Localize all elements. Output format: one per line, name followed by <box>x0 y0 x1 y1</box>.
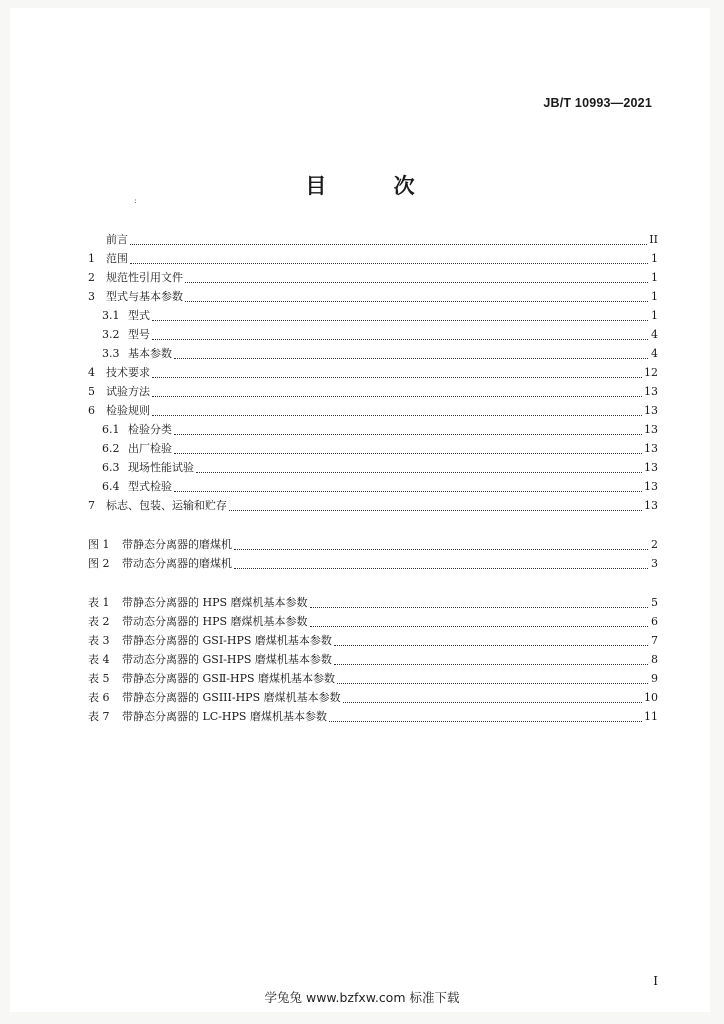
toc-entry-text: 带静态分离器的 HPS 磨煤机基本参数 <box>122 596 308 609</box>
toc-entry[interactable] <box>88 363 658 382</box>
document-page <box>10 8 710 1012</box>
toc-entry-number: 3.1 <box>102 309 120 322</box>
toc-entry-text: 检验分类 <box>128 423 172 436</box>
toc-entry-page: 7 <box>651 634 658 647</box>
toc-tables-list <box>88 593 658 726</box>
toc-entry-label <box>88 496 227 515</box>
toc-entry-text: 范围 <box>106 252 128 265</box>
watermark-text: 学兔兔 www.bzfxw.com 标准下载 <box>264 990 460 1005</box>
toc-entry[interactable] <box>88 268 658 287</box>
toc-leader-dots <box>174 433 642 435</box>
toc-entry-number: 5 <box>88 385 95 398</box>
page-number: I <box>653 974 658 988</box>
toc-entry-number: 3 <box>88 290 95 303</box>
toc-entry-text: 带动态分离器的 HPS 磨煤机基本参数 <box>122 615 308 628</box>
toc-entry-label <box>102 306 150 325</box>
toc-entry-page: 13 <box>644 461 658 474</box>
toc-entry[interactable] <box>88 631 658 650</box>
toc-entry-text: 型式 <box>128 309 150 322</box>
toc-entry-text: 带静态分离器的磨煤机 <box>122 538 232 551</box>
toc-entry-text: 带动态分离器的磨煤机 <box>122 557 232 570</box>
toc-entry-number: 2 <box>88 271 95 284</box>
toc-leader-dots <box>130 262 648 264</box>
toc-leader-dots <box>152 376 642 378</box>
toc-leader-dots <box>234 567 648 569</box>
toc-entry-page: 4 <box>651 347 658 360</box>
toc-entry-number: 3.3 <box>102 347 120 360</box>
toc-entry-text: 型式与基本参数 <box>106 290 183 303</box>
toc-main-list <box>88 230 658 515</box>
toc-entry-label <box>88 287 183 306</box>
toc-leader-dots <box>152 338 648 340</box>
toc-entry[interactable] <box>88 249 658 268</box>
toc-entry-text: 基本参数 <box>128 347 172 360</box>
toc-entry-text: 规范性引用文件 <box>106 271 183 284</box>
toc-entry-number: 6.4 <box>102 480 120 493</box>
toc-entry-text: 带动态分离器的 GSⅠ-HPS 磨煤机基本参数 <box>122 653 332 666</box>
toc-entry-label <box>102 458 194 477</box>
toc-entry-label <box>88 631 332 650</box>
toc-entry[interactable] <box>88 439 658 458</box>
toc-entry-page: 8 <box>651 653 658 666</box>
toc-entry-text: 带静态分离器的 LC-HPS 磨煤机基本参数 <box>122 710 327 723</box>
toc-entry[interactable] <box>88 496 658 515</box>
toc-entry-number: 表 7 <box>88 710 110 723</box>
toc-entry[interactable] <box>88 477 658 496</box>
toc-leader-dots <box>234 548 648 550</box>
toc-entry-label <box>88 669 335 688</box>
toc-entry[interactable] <box>88 535 658 554</box>
scan-mark: : <box>134 196 137 205</box>
toc-entry-number: 表 3 <box>88 634 110 647</box>
toc-leader-dots <box>334 644 648 646</box>
toc-entry-page: II <box>649 233 658 246</box>
toc-entry-text: 带静态分离器的 GSⅡ-HPS 磨煤机基本参数 <box>122 672 336 685</box>
toc-entry-number: 图 1 <box>88 538 110 551</box>
toc-entry-label <box>102 344 172 363</box>
toc-entry[interactable] <box>88 458 658 477</box>
toc-entry[interactable] <box>88 230 658 249</box>
toc-entry[interactable] <box>88 401 658 420</box>
toc-entry-number: 4 <box>88 366 95 379</box>
toc-leader-dots <box>334 663 648 665</box>
toc-entry-text: 出厂检验 <box>128 442 172 455</box>
toc-entry-text: 技术要求 <box>106 366 150 379</box>
toc-entry-number: 3.2 <box>102 328 120 341</box>
toc-entry-page: 3 <box>651 557 658 570</box>
toc-entry[interactable] <box>88 593 658 612</box>
toc-entry-page: 9 <box>651 672 658 685</box>
toc-entry-label <box>88 230 128 249</box>
toc-entry-number: 图 2 <box>88 557 110 570</box>
toc-entry-label <box>88 401 150 420</box>
toc-entry[interactable] <box>88 669 658 688</box>
toc-entry[interactable] <box>88 344 658 363</box>
toc-entry-number: 6.3 <box>102 461 120 474</box>
toc-entry[interactable] <box>88 382 658 401</box>
toc-leader-dots <box>185 281 648 283</box>
toc-entry[interactable] <box>88 650 658 669</box>
toc-entry-label <box>88 612 308 631</box>
toc-entry-label <box>102 439 172 458</box>
toc-entry-page: 1 <box>651 309 658 322</box>
toc-entry-number: 表 2 <box>88 615 110 628</box>
toc-entry-page: 13 <box>644 423 658 436</box>
toc-entry-page: 12 <box>644 366 658 379</box>
toc-entry-page: 5 <box>651 596 658 609</box>
toc-entry-label <box>102 325 150 344</box>
toc-entry-page: 4 <box>651 328 658 341</box>
toc-entry-label <box>88 363 150 382</box>
toc-entry-number: 表 4 <box>88 653 110 666</box>
toc-entry[interactable] <box>88 707 658 726</box>
toc-entry-label <box>102 477 172 496</box>
toc-leader-dots <box>196 471 642 473</box>
toc-entry-label <box>88 707 327 726</box>
toc-entry-number: 表 6 <box>88 691 110 704</box>
toc-leader-dots <box>152 395 642 397</box>
toc-figures-list <box>88 535 658 573</box>
toc-entry-number: 6.1 <box>102 423 120 436</box>
toc-entry-label <box>88 688 341 707</box>
toc-entry-page: 2 <box>651 538 658 551</box>
toc-entry-text: 标志、包装、运输和贮存 <box>106 499 227 512</box>
toc-entry-text: 现场性能试验 <box>128 461 194 474</box>
toc-entry-page: 1 <box>651 290 658 303</box>
toc-entry[interactable] <box>88 325 658 344</box>
toc-entry-page: 1 <box>651 252 658 265</box>
toc-entry[interactable] <box>88 420 658 439</box>
toc-entry-label <box>88 593 308 612</box>
toc-leader-dots <box>174 490 642 492</box>
toc-entry-text: 带静态分离器的 GSⅠ-HPS 磨煤机基本参数 <box>122 634 332 647</box>
toc-entry-label <box>88 554 232 573</box>
toc-leader-dots <box>329 720 642 722</box>
toc-entry-label <box>88 249 128 268</box>
toc-entry[interactable] <box>88 306 658 325</box>
page-title: 目 次 <box>305 174 445 198</box>
toc-leader-dots <box>229 509 642 511</box>
toc-entry[interactable] <box>88 688 658 707</box>
toc-entry-page: 13 <box>644 385 658 398</box>
toc-entry-number: 表 1 <box>88 596 110 609</box>
toc-entry-number: 6 <box>88 404 95 417</box>
toc-leader-dots <box>130 243 647 245</box>
toc-entry-page: 1 <box>651 271 658 284</box>
toc-leader-dots <box>310 625 648 627</box>
toc-leader-dots <box>337 682 648 684</box>
toc-entry[interactable] <box>88 554 658 573</box>
toc-entry-number: 1 <box>88 252 95 265</box>
toc-entry[interactable] <box>88 287 658 306</box>
toc-entry-page: 13 <box>644 442 658 455</box>
toc-entry-text: 检验规则 <box>106 404 150 417</box>
toc-leader-dots <box>152 414 642 416</box>
toc-entry-number: 表 5 <box>88 672 110 685</box>
toc-leader-dots <box>343 701 642 703</box>
toc-leader-dots <box>185 300 648 302</box>
toc-entry-text: 带静态分离器的 GSIII-HPS 磨煤机基本参数 <box>122 691 341 704</box>
toc-entry-text: 型号 <box>128 328 150 341</box>
toc-entry-text: 试验方法 <box>106 385 150 398</box>
toc-leader-dots <box>174 452 642 454</box>
toc-entry-page: 10 <box>644 691 658 704</box>
toc-leader-dots <box>310 606 648 608</box>
toc-leader-dots <box>174 357 648 359</box>
toc-entry-label <box>88 382 150 401</box>
toc-entry-number: 7 <box>88 499 95 512</box>
toc-entry-label <box>88 268 183 287</box>
toc-leader-dots <box>152 319 648 321</box>
toc-entry-page: 6 <box>651 615 658 628</box>
toc-entry-page: 13 <box>644 499 658 512</box>
toc-entry-label <box>88 650 332 669</box>
toc-entry-page: 13 <box>644 480 658 493</box>
toc-entry[interactable] <box>88 612 658 631</box>
toc-entry-number: 6.2 <box>102 442 120 455</box>
toc-entry-text: 型式检验 <box>128 480 172 493</box>
toc-entry-label <box>102 420 172 439</box>
toc-entry-label <box>88 535 232 554</box>
toc-entry-page: 13 <box>644 404 658 417</box>
toc-entry-text: 前言 <box>106 233 128 246</box>
toc-entry-page: 11 <box>644 710 658 723</box>
document-code: JB/T 10993—2021 <box>543 96 652 110</box>
